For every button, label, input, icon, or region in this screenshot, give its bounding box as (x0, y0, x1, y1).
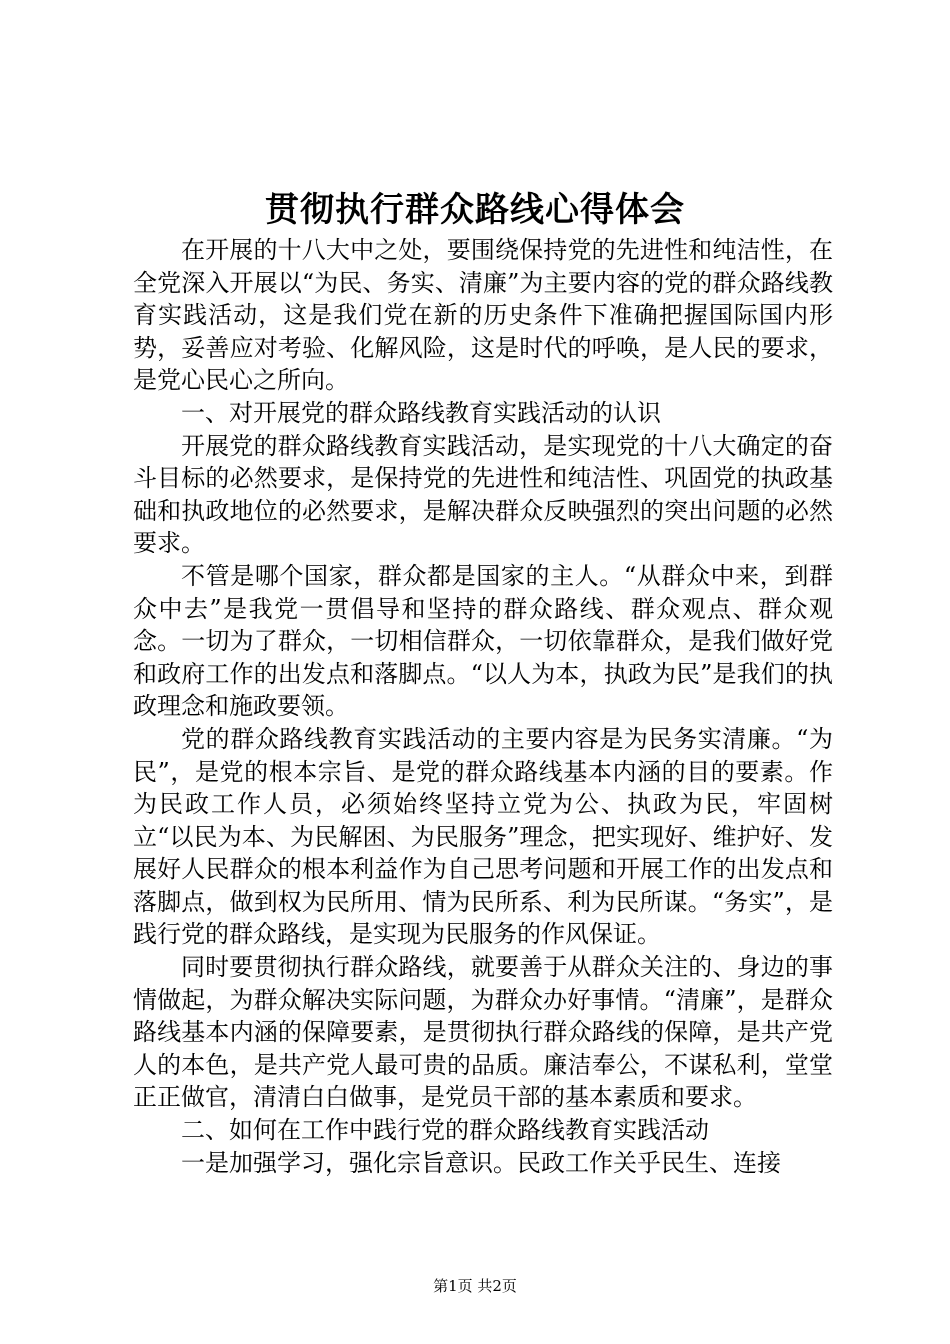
paragraph-intro: 在开展的十八大中之处，要围绕保持党的先进性和纯洁性，在全党深入开展以“为民、务实、清廉”为主要内容的党的群众路线教育实践活动，这是我们党在新的历史条件下准确把握国际国内形势，妥善应对考验、化解风险，这是时代的呼唤，是人民的要求，是党心民心之所向。 (133, 236, 833, 395)
paragraph-integrity: 同时要贯彻执行群众路线，就要善于从群众关注的、身边的事情做起，为群众解决实际问题，为群众办好事情。“清廉”，是群众路线基本内涵的保障要素，是贯彻执行群众路线的保障，是共产党人的本色，是共产党人最可贵的品质。廉洁奉公，不谋私利，堂堂正正做官，清清白白做事，是党员干部的基本素质和要求。 (133, 953, 833, 1112)
document-body (133, 234, 833, 1179)
page-number-footer: 第1页 共2页 (433, 1277, 517, 1295)
paragraph-study: 一是加强学习，强化宗旨意识。民政工作关乎民生、连接 (181, 1148, 781, 1177)
paragraph-significance: 开展党的群众路线教育实践活动，是实现党的十八大确定的奋斗目标的必然要求，是保持党的先进性和纯洁性、巩固党的执政基础和执政地位的必然要求，是解决群众反映强烈的突出问题的必然要求。 (133, 431, 833, 558)
paragraph-masses: 不管是哪个国家，群众都是国家的主人。“从群众中来，到群众中去”是我党一贯倡导和坚持的群众路线、群众观点、群众观念。一切为了群众，一切相信群众，一切依靠群众，是我们做好党和政府工作的出发点和落脚点。“以人为本，执政为民”是我们的执政理念和施政要领。 (133, 561, 833, 721)
section-heading-2: 二、如何在工作中践行党的群众路线教育实践活动 (181, 1116, 709, 1145)
paragraph-main-content: 党的群众路线教育实践活动的主要内容是为民务实清廉。“为民”，是党的根本宗旨、是党的群众路线基本内涵的目的要素。作为民政工作人员，必须始终坚持立党为公、执政为民，牢固树立“以民为本、为民解困、为民服务”理念，把实现好、维护好、发展好人民群众的根本利益作为自己思考问题和开展工作的出发点和落脚点，做到权为民所用、情为民所系、利为民所谋。“务实”，是践行党的群众路线，是实现为民服务的作风保证。 (133, 724, 833, 949)
section-heading-1: 一、对开展党的群众路线教育实践活动的认识 (181, 398, 661, 427)
document-title: 贯彻执行群众路线心得体会 (265, 190, 685, 230)
